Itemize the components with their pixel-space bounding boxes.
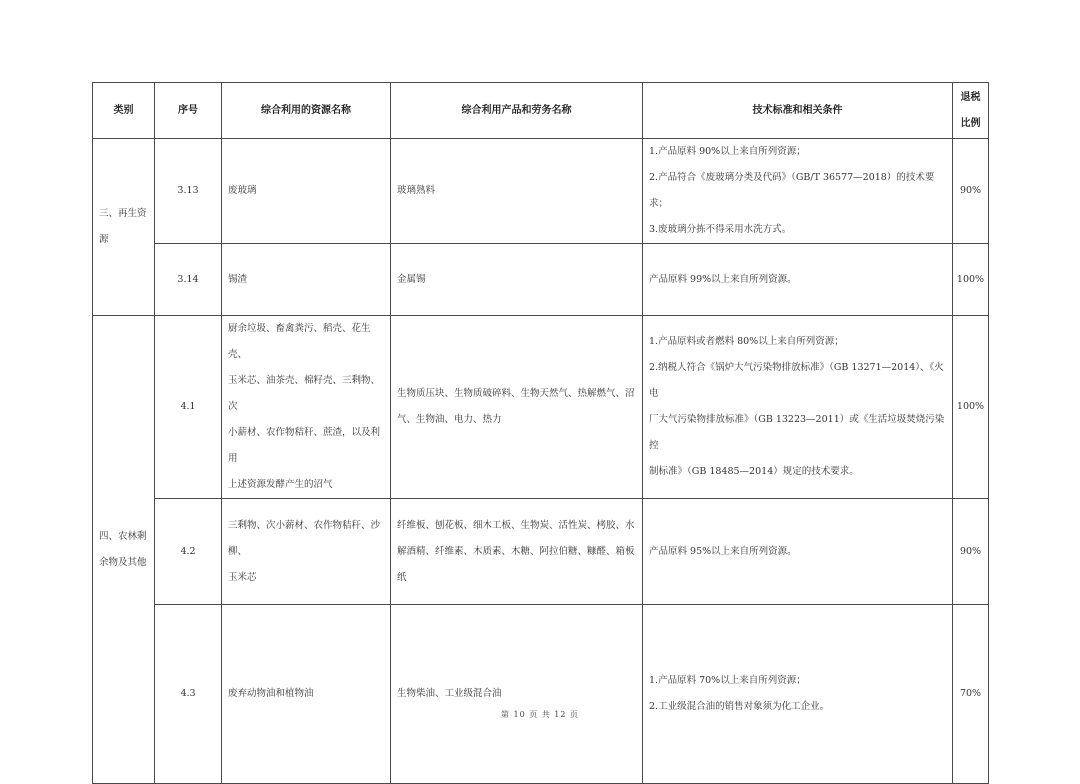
resource-line: 上述资源发酵产生的沼气 bbox=[228, 479, 333, 490]
product-line: 气、生物油、电力、热力 bbox=[397, 414, 502, 425]
standard-line: 1.产品原料 70%以上来自所列资源； bbox=[649, 675, 806, 686]
table-row bbox=[93, 244, 989, 316]
page-number: 第 10 页 共 12 页 bbox=[500, 710, 580, 719]
header-category: 类别 bbox=[93, 83, 155, 139]
seq-cell: 3.14 bbox=[155, 244, 222, 316]
seq-cell: 4.2 bbox=[155, 499, 222, 605]
resource-line: 锡渣 bbox=[228, 273, 248, 285]
rate-cell: 100% bbox=[953, 316, 989, 499]
resource-line: 废弃动物油和植物油 bbox=[228, 688, 314, 699]
resource-cell bbox=[222, 316, 391, 499]
category-label-line1: 四、农林剩 bbox=[99, 530, 147, 542]
rate-cell: 90% bbox=[953, 499, 989, 605]
rate-cell: 90% bbox=[953, 139, 989, 244]
standard-line: 1.产品原料 90%以上来自所列资源； bbox=[649, 146, 806, 157]
seq-cell: 3.13 bbox=[155, 139, 222, 244]
header-rate bbox=[953, 83, 989, 139]
product-line: 玻璃熟料 bbox=[397, 185, 436, 196]
header-row bbox=[93, 83, 989, 139]
standard-line: 1.产品原料或者燃料 80%以上来自所列资源； bbox=[649, 336, 844, 347]
category-label-line2: 余物及其他 bbox=[99, 556, 147, 568]
resource-cell bbox=[222, 139, 391, 244]
product-line: 纤维板、刨花板、细木工板、生物炭、活性炭、栲胶、水 bbox=[397, 519, 635, 531]
standard-cell bbox=[643, 244, 953, 316]
resource-line: 小薪材、农作物秸秆、蔗渣，以及利用 bbox=[228, 427, 381, 464]
standard-line: 2.产品符合《废玻璃分类及代码》（GB/T 36577—2018）的技术要求； bbox=[649, 172, 935, 209]
category-label-line1: 三、再生资 bbox=[99, 208, 147, 219]
product-cell bbox=[391, 316, 643, 499]
product-line: 解酒精、纤维素、木质素、木糖、阿拉伯糖、糠醛、箱板 bbox=[397, 545, 635, 557]
category-cell-recycled bbox=[93, 139, 155, 316]
category-label-line2: 源 bbox=[99, 234, 109, 245]
standard-line: 3.废玻璃分拣不得采用水洗方式。 bbox=[649, 224, 792, 235]
product-cell bbox=[391, 605, 643, 784]
standard-line: 厂大气污染物排放标准》（GB 13223—2011）或《生活垃圾焚烧污染控 bbox=[649, 414, 945, 451]
seq-cell: 4.1 bbox=[155, 316, 222, 499]
product-line: 金属锡 bbox=[397, 273, 426, 285]
seq-cell: 4.3 bbox=[155, 605, 222, 784]
product-cell bbox=[391, 499, 643, 605]
product-line: 生物柴油、工业级混合油 bbox=[397, 688, 502, 699]
resource-cell bbox=[222, 244, 391, 316]
resource-cell bbox=[222, 499, 391, 605]
standard-line: 2.工业级混合油的销售对象须为化工企业。 bbox=[649, 701, 830, 712]
standard-line: 2.纳税人符合《锅炉大气污染物排放标准》（GB 13271—2014）、《火电 bbox=[649, 362, 944, 399]
table-row bbox=[93, 139, 989, 244]
header-resource: 综合利用的资源名称 bbox=[222, 83, 391, 139]
header-standard: 技术标准和相关条件 bbox=[643, 83, 953, 139]
standard-cell bbox=[643, 316, 953, 499]
resource-cell bbox=[222, 605, 391, 784]
table-row bbox=[93, 316, 989, 499]
header-rate-line1: 退税 bbox=[960, 91, 981, 103]
product-line: 纸 bbox=[397, 571, 407, 583]
rate-cell: 70% bbox=[953, 605, 989, 784]
standard-line: 产品原料 95%以上来自所列资源。 bbox=[649, 545, 797, 557]
product-line: 生物质压块、生物质破碎料、生物天然气、热解燃气、沼 bbox=[397, 388, 635, 399]
standard-line: 制标准》（GB 18485—2014）规定的技术要求。 bbox=[649, 466, 859, 477]
resource-line: 三剩物、次小薪材、农作物秸秆、沙柳、 bbox=[228, 519, 381, 557]
resource-line: 玉米芯 bbox=[228, 571, 257, 583]
standard-line: 产品原料 99%以上来自所列资源。 bbox=[649, 273, 797, 285]
header-seq: 序号 bbox=[155, 83, 222, 139]
tax-rebate-table bbox=[92, 82, 989, 784]
table-row bbox=[93, 499, 989, 605]
product-cell bbox=[391, 244, 643, 316]
table-row bbox=[93, 605, 989, 784]
rate-cell: 100% bbox=[953, 244, 989, 316]
header-rate-line2: 比例 bbox=[960, 117, 981, 129]
product-cell bbox=[391, 139, 643, 244]
header-product: 综合利用产品和劳务名称 bbox=[391, 83, 643, 139]
resource-line: 玉米芯、油茶壳、棉籽壳、三剩物、次 bbox=[228, 375, 381, 412]
resource-line: 厨余垃圾、畜禽粪污、稻壳、花生壳、 bbox=[228, 323, 371, 360]
resource-line: 废玻璃 bbox=[228, 185, 257, 196]
standard-cell bbox=[643, 605, 953, 784]
standard-cell bbox=[643, 499, 953, 605]
standard-cell bbox=[643, 139, 953, 244]
